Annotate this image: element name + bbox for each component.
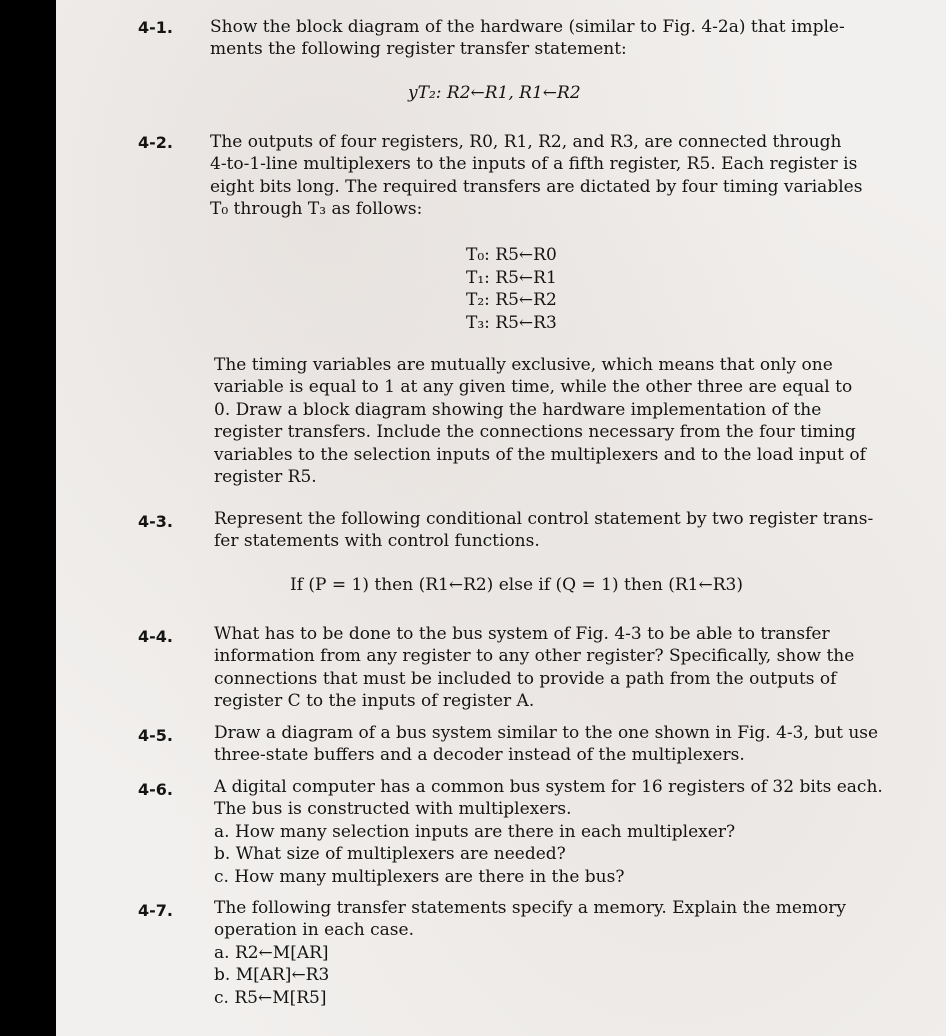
text-line: Represent the following conditional control statement by two register trans- (214, 509, 874, 529)
problem-text (214, 897, 844, 1009)
problem-number: 4-3. (138, 512, 173, 531)
text-line: Draw a diagram of a bus system similar to the one shown in Fig. 4-3, but use (214, 723, 879, 743)
problem-text (210, 131, 863, 221)
text-line: register transfers. Include the connections necessary from the four timing (214, 422, 856, 443)
problem-text (214, 623, 855, 713)
memory-item: c. R5←M[R5] (214, 987, 327, 1008)
timing-row: T₁: R5←R1 (466, 267, 557, 288)
equation-4-3: If (P = 1) then (R1←R2) else if (Q = 1) then (R1←R3) (290, 575, 743, 595)
text-line: The following transfer statements specify a memory. Explain the memory (214, 898, 846, 918)
problem-number: 4-2. (138, 133, 173, 152)
text-line: ments the following register transfer statement: (210, 39, 627, 60)
text-line: T₀ through T₃ as follows: (210, 199, 423, 220)
text-line: variables to the selection inputs of the multiplexers and to the load input of (214, 444, 866, 465)
text-line: What has to be done to the bus system of Fig. 4-3 to be able to transfer (214, 624, 830, 644)
timing-row: T₂: R5←R2 (466, 290, 557, 310)
timing-row: T₀: R5←R0 (466, 245, 557, 265)
text-line: register R5. (214, 467, 317, 488)
timing-list (466, 244, 557, 334)
text-line: three-state buffers and a decoder instead of the multiplexers. (214, 745, 745, 766)
text-line: Show the block diagram of the hardware (similar to Fig. 4-2a) that imple- (210, 17, 845, 37)
problem-text (210, 16, 845, 61)
problem-number: 4-7. (138, 901, 173, 920)
text-line: The timing variables are mutually exclusive, which means that only one (214, 355, 833, 375)
question-item: b. What size of multiplexers are needed? (214, 844, 566, 865)
text-line: 0. Draw a block diagram showing the hardware implementation of the (214, 399, 822, 420)
problem-number: 4-4. (138, 627, 173, 646)
equation-4-1: yT₂: R2←R1, R1←R2 (408, 83, 581, 103)
text-line: register C to the inputs of register A. (214, 691, 535, 712)
memory-item: b. M[AR]←R3 (214, 965, 330, 986)
text-line: fer statements with control functions. (214, 531, 540, 552)
text-line: The bus is constructed with multiplexers. (214, 799, 572, 820)
text-line: The outputs of four registers, R0, R1, R2, and R3, are connected through (210, 132, 842, 152)
problem-text (214, 354, 866, 488)
text-line: operation in each case. (214, 920, 414, 941)
memory-item: a. R2←M[AR] (214, 942, 329, 963)
problem-text (214, 776, 883, 888)
timing-row: T₃: R5←R3 (466, 312, 557, 333)
text-line: eight bits long. The required transfers are dictated by four timing variables (210, 176, 863, 197)
question-item: a. How many selection inputs are there in each multiplexer? (214, 821, 736, 842)
question-item: c. How many multiplexers are there in the bus? (214, 866, 625, 887)
problem-number: 4-5. (138, 726, 173, 745)
text-line: variable is equal to 1 at any given time, while the other three are equal to (214, 377, 853, 398)
problem-text (214, 722, 879, 767)
problem-number: 4-6. (138, 780, 173, 799)
text-line: A digital computer has a common bus system for 16 registers of 32 bits each. (214, 777, 883, 797)
text-line: information from any register to any other register? Specifically, show the (214, 646, 855, 667)
problem-number: 4-1. (138, 18, 173, 37)
text-line: connections that must be included to provide a path from the outputs of (214, 668, 837, 689)
text-line: 4-to-1-line multiplexers to the inputs of a fifth register, R5. Each register is (210, 154, 858, 175)
problem-text (214, 508, 874, 553)
